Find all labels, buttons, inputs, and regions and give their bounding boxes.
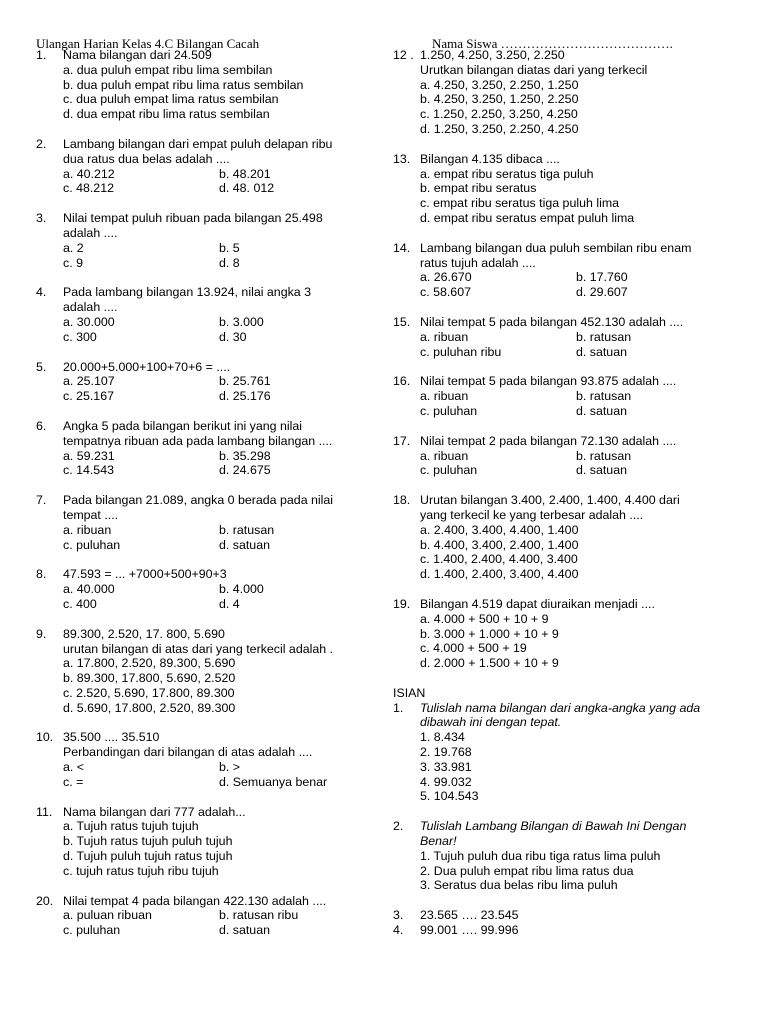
question-body [63, 211, 376, 270]
option-text: d. 30 [219, 329, 247, 344]
left-column [36, 48, 376, 953]
sub-item: 2. 19.768 [420, 745, 472, 760]
option-text: c. 1.400, 2.400, 4.400, 3.400 [420, 552, 578, 567]
question-body [420, 48, 763, 137]
option-text: b. 3.000 [219, 314, 264, 329]
question-body [63, 627, 376, 716]
option-text: d. satuan [219, 923, 270, 938]
question-body [420, 434, 763, 478]
student-name-line: Nama Siswa …………………………………. [432, 36, 673, 51]
question-text: Nama bilangan dari 24.509 [63, 48, 212, 62]
option-text: a. 40.212 [63, 166, 115, 181]
question-number: 8. [36, 567, 47, 582]
question-item [36, 567, 376, 611]
question-item [393, 819, 763, 893]
option-text: a. 30.000 [63, 314, 115, 329]
question-body [420, 152, 763, 226]
question-item [393, 152, 763, 226]
question-text: 1.250, 4.250, 3.250, 2.250 [420, 48, 565, 62]
question-item [36, 493, 376, 552]
option-text: d. 8 [219, 255, 240, 270]
question-text: ratus tujuh adalah .... [420, 255, 536, 270]
option-text: c. puluhan [63, 923, 121, 938]
option-text: c. 400 [63, 596, 97, 611]
question-body [420, 241, 763, 300]
option-text: b. empat ribu seratus [420, 181, 537, 196]
question-text: adalah .... [63, 300, 118, 315]
option-text: b. ratusan [576, 448, 632, 463]
options-grid [420, 449, 763, 479]
question-body [420, 908, 763, 923]
question-text: dua ratus dua belas adalah .... [63, 151, 230, 166]
question-number: 16. [393, 374, 411, 389]
option-text: b. 3.000 + 1.000 + 10 + 9 [420, 626, 559, 641]
option-text: d. satuan [576, 344, 627, 359]
question-item [36, 627, 376, 716]
option-text: c. dua puluh empat lima ratus sembilan [63, 92, 279, 107]
question-item [393, 923, 763, 938]
question-number: 18. [393, 493, 411, 508]
question-item [36, 894, 376, 938]
sub-item: 1. 8.434 [420, 730, 465, 745]
options-grid [63, 374, 376, 404]
sub-item: 3. Seratus dua belas ribu lima puluh [420, 878, 618, 893]
option-text: d. 1.400, 2.400, 3.400, 4.400 [420, 567, 579, 582]
question-number: 20. [36, 893, 54, 908]
option-text: d. 5.690, 17.800, 2.520, 89.300 [63, 700, 236, 715]
question-body [63, 730, 376, 789]
option-text: a. 4.250, 3.250, 2.250, 1.250 [420, 77, 579, 92]
question-item [393, 374, 763, 418]
options-grid [420, 270, 763, 300]
question-body [63, 48, 376, 122]
option-text: c. 48.212 [63, 181, 114, 196]
option-text: c. 25.167 [63, 389, 114, 404]
question-item [393, 434, 763, 478]
question-item [393, 597, 763, 671]
question-item [36, 137, 376, 196]
question-item [393, 241, 763, 300]
sub-item: 5. 104.543 [420, 789, 479, 804]
question-item [36, 730, 376, 789]
question-item [393, 908, 763, 923]
option-text: d. satuan [219, 537, 270, 552]
question-number: 17. [393, 433, 411, 448]
option-text: b. 4.000 [219, 582, 264, 597]
question-text: Pada lambang bilangan 13.924, nilai angka 3 [63, 285, 312, 300]
question-text: Bilangan 4.135 dibaca .... [420, 151, 560, 166]
options-grid [63, 582, 376, 612]
question-body [420, 597, 763, 671]
question-item [393, 701, 763, 805]
options-grid [63, 315, 376, 345]
question-text: Nama bilangan dari 777 adalah... [63, 804, 246, 819]
question-text: tempat .... [63, 507, 119, 522]
question-number: 2. [36, 136, 47, 151]
option-text: a. 25.107 [63, 374, 115, 389]
option-text: c. puluhan [63, 537, 121, 552]
option-text: d. 4 [219, 596, 240, 611]
option-text: a. ribuan [420, 329, 469, 344]
option-text: a. Tujuh ratus tujuh tujuh [63, 819, 199, 834]
question-text: Tulislah nama bilangan dari angka-angka yang ada [420, 700, 701, 715]
question-text: Perbandingan dari bilangan di atas adalah .... [63, 745, 313, 760]
question-text: 23.565 …. 23.545 [420, 908, 519, 923]
option-text: d. 29.607 [576, 285, 628, 300]
option-text: a. < [63, 760, 85, 775]
question-body [63, 360, 376, 404]
question-body [420, 923, 763, 938]
question-text: Nilai tempat 2 pada bilangan 72.130 adalah .... [420, 433, 677, 448]
question-number: 4. [36, 285, 47, 300]
question-item [36, 805, 376, 879]
question-text: 20.000+5.000+100+70+6 = .... [63, 359, 231, 374]
options-grid [63, 167, 376, 197]
options-grid [63, 760, 376, 790]
question-number: 6. [36, 418, 47, 433]
option-text: d. Semuanya benar [219, 774, 328, 789]
question-text: 35.500 .... 35.510 [63, 730, 160, 745]
option-text: d. empat ribu seratus empat puluh lima [420, 210, 635, 225]
question-number: 13. [393, 151, 411, 166]
option-text: b. ratusan [576, 329, 632, 344]
option-text: c. 58.607 [420, 285, 471, 300]
question-text: 99.001 …. 99.996 [420, 923, 519, 938]
question-text: Urutan bilangan 3.400, 2.400, 1.400, 4.400 dari [420, 493, 680, 508]
option-text: c. 1.250, 2.250, 3.250, 4.250 [420, 107, 578, 122]
option-text: a. ribuan [63, 522, 112, 537]
option-text: a. 26.670 [420, 270, 472, 285]
question-text: Urutkan bilangan diatas dari yang terkecil [420, 62, 648, 77]
option-text: c. 4.000 + 500 + 19 [420, 641, 527, 656]
exam-title: Ulangan Harian Kelas 4.C Bilangan Cacah [36, 36, 260, 51]
option-text: a. 17.800, 2.520, 89.300, 5.690 [63, 656, 236, 671]
question-text: urutan bilangan di atas dari yang terkecil adalah . [63, 641, 334, 656]
option-text: a. empat ribu seratus tiga puluh [420, 166, 594, 181]
question-number: 4. [393, 923, 404, 938]
question-item [36, 285, 376, 344]
question-number: 3. [36, 211, 47, 226]
option-text: a. ribuan [420, 389, 469, 404]
option-text: b. 89.300, 17.800, 5.690, 2.520 [63, 671, 236, 686]
option-text: a. 4.000 + 500 + 10 + 9 [420, 611, 549, 626]
option-text: d. satuan [576, 403, 627, 418]
question-body [63, 567, 376, 611]
question-number: 2. [393, 819, 404, 834]
question-text: Nilai tempat 5 pada bilangan 452.130 adalah .... [420, 314, 684, 329]
question-text: yang terkecil ke yang terbesar adalah .... [420, 507, 644, 522]
question-text: Angka 5 pada bilangan berikut ini yang nilai [63, 418, 303, 433]
option-text: c. = [63, 774, 84, 789]
option-text: c. 9 [63, 255, 83, 270]
question-text: dibawah ini dengan tepat. [420, 715, 562, 730]
option-text: b. 4.400, 3.400, 2.400, 1.400 [420, 537, 579, 552]
options-grid [63, 241, 376, 271]
option-text: a. ribuan [420, 448, 469, 463]
option-text: d. 24.675 [219, 463, 271, 478]
option-text: c. 2.520, 5.690, 17.800, 89.300 [63, 685, 235, 700]
right-column [393, 48, 763, 938]
sub-item: 4. 99.032 [420, 774, 472, 789]
sub-item: 3. 33.981 [420, 759, 472, 774]
question-text: Lambang bilangan dari empat puluh delapan ribu [63, 136, 333, 151]
option-text: d. 1.250, 3.250, 2.250, 4.250 [420, 121, 579, 136]
sub-item: 1. Tujuh puluh dua ribu tiga ratus lima puluh [420, 848, 661, 863]
question-item [36, 419, 376, 478]
option-text: c. 300 [63, 329, 97, 344]
question-text: Tulislah Lambang Bilangan di Bawah Ini Dengan [420, 819, 687, 834]
question-number: 15. [393, 314, 411, 329]
question-text: Nilai tempat 4 pada bilangan 422.130 adalah .... [63, 893, 327, 908]
question-number: 1. [393, 700, 404, 715]
option-text: c. 14.543 [63, 463, 114, 478]
question-text: Benar! [420, 834, 457, 849]
option-text: c. puluhan [420, 463, 478, 478]
question-text: 89.300, 2.520, 17. 800, 5.690 [63, 626, 225, 641]
options-grid [420, 389, 763, 419]
option-text: b. > [219, 760, 241, 775]
options-grid [420, 330, 763, 360]
question-number: 9. [36, 626, 47, 641]
option-text: c. puluhan ribu [420, 344, 502, 359]
question-body [420, 315, 763, 359]
option-text: b. ratusan [219, 522, 275, 537]
question-body [420, 701, 763, 805]
question-item [393, 315, 763, 359]
option-text: b. 5 [219, 240, 240, 255]
option-text: b. 17.760 [576, 270, 628, 285]
question-number: 14. [393, 240, 411, 255]
options-grid [63, 908, 376, 938]
question-number: 3. [393, 908, 404, 923]
question-body [63, 137, 376, 196]
option-text: d. 25.176 [219, 389, 271, 404]
option-text: b. ratusan [576, 389, 632, 404]
question-text: tempatnya ribuan ada pada lambang bilangan .... [63, 433, 333, 448]
option-text: d. dua empat ribu lima ratus sembilan [63, 107, 270, 122]
question-body [63, 805, 376, 879]
option-text: b. Tujuh ratus tujuh puluh tujuh [63, 834, 233, 849]
question-body [420, 819, 763, 893]
question-number: 5. [36, 359, 47, 374]
option-text: d. 2.000 + 1.500 + 10 + 9 [420, 656, 559, 671]
question-text: adalah .... [63, 225, 118, 240]
question-number: 19. [393, 596, 411, 611]
question-text: Nilai tempat puluh ribuan pada bilangan 25.498 [63, 211, 323, 226]
option-text: a. 2.400, 3.400, 4.400, 1.400 [420, 522, 579, 537]
option-text: d. satuan [576, 463, 627, 478]
question-number: 1. [36, 48, 47, 62]
option-text: b. 25.761 [219, 374, 271, 389]
question-body [63, 419, 376, 478]
question-text: Nilai tempat 5 pada bilangan 93.875 adalah .... [420, 374, 677, 389]
question-item [393, 493, 763, 582]
option-text: b. 48.201 [219, 166, 271, 181]
options-grid [63, 523, 376, 553]
option-text: a. puluan ribuan [63, 908, 152, 923]
question-item [36, 211, 376, 270]
sub-item: 2. Dua puluh empat ribu lima ratus dua [420, 863, 634, 878]
option-text: c. tujuh ratus tujuh ribu tujuh [63, 863, 219, 878]
option-text: d. Tujuh puluh tujuh ratus tujuh [63, 849, 233, 864]
option-text: b. 35.298 [219, 448, 271, 463]
options-grid [63, 449, 376, 479]
option-text: b. 4.250, 3.250, 1.250, 2.250 [420, 92, 579, 107]
question-body [420, 374, 763, 418]
question-item [36, 48, 376, 122]
question-body [420, 493, 763, 582]
question-number: 12 . [393, 48, 414, 62]
option-text: d. 48. 012 [219, 181, 275, 196]
question-text: Pada bilangan 21.089, angka 0 berada pada nilai [63, 493, 334, 508]
question-body [63, 493, 376, 552]
option-text: a. 40.000 [63, 582, 115, 597]
question-body [63, 285, 376, 344]
option-text: a. dua puluh empat ribu lima sembilan [63, 62, 273, 77]
question-number: 7. [36, 493, 47, 508]
option-text: a. 2 [63, 240, 84, 255]
question-number: 10. [36, 730, 54, 745]
option-text: c. empat ribu seratus tiga puluh lima [420, 196, 620, 211]
option-text: b. ratusan ribu [219, 908, 299, 923]
question-text: Bilangan 4.519 dapat diuraikan menjadi .... [420, 596, 655, 611]
option-text: a. 59.231 [63, 448, 115, 463]
section-title-isian: ISIAN [393, 685, 426, 700]
question-item [36, 360, 376, 404]
option-text: b. dua puluh empat ribu lima ratus sembilan [63, 77, 304, 92]
question-number: 11. [36, 804, 53, 819]
question-body [63, 894, 376, 938]
question-text: 47.593 = ... +7000+500+90+3 [63, 567, 227, 582]
question-item [393, 48, 763, 137]
question-text: Lambang bilangan dua puluh sembilan ribu enam [420, 240, 692, 255]
option-text: c. puluhan [420, 403, 478, 418]
